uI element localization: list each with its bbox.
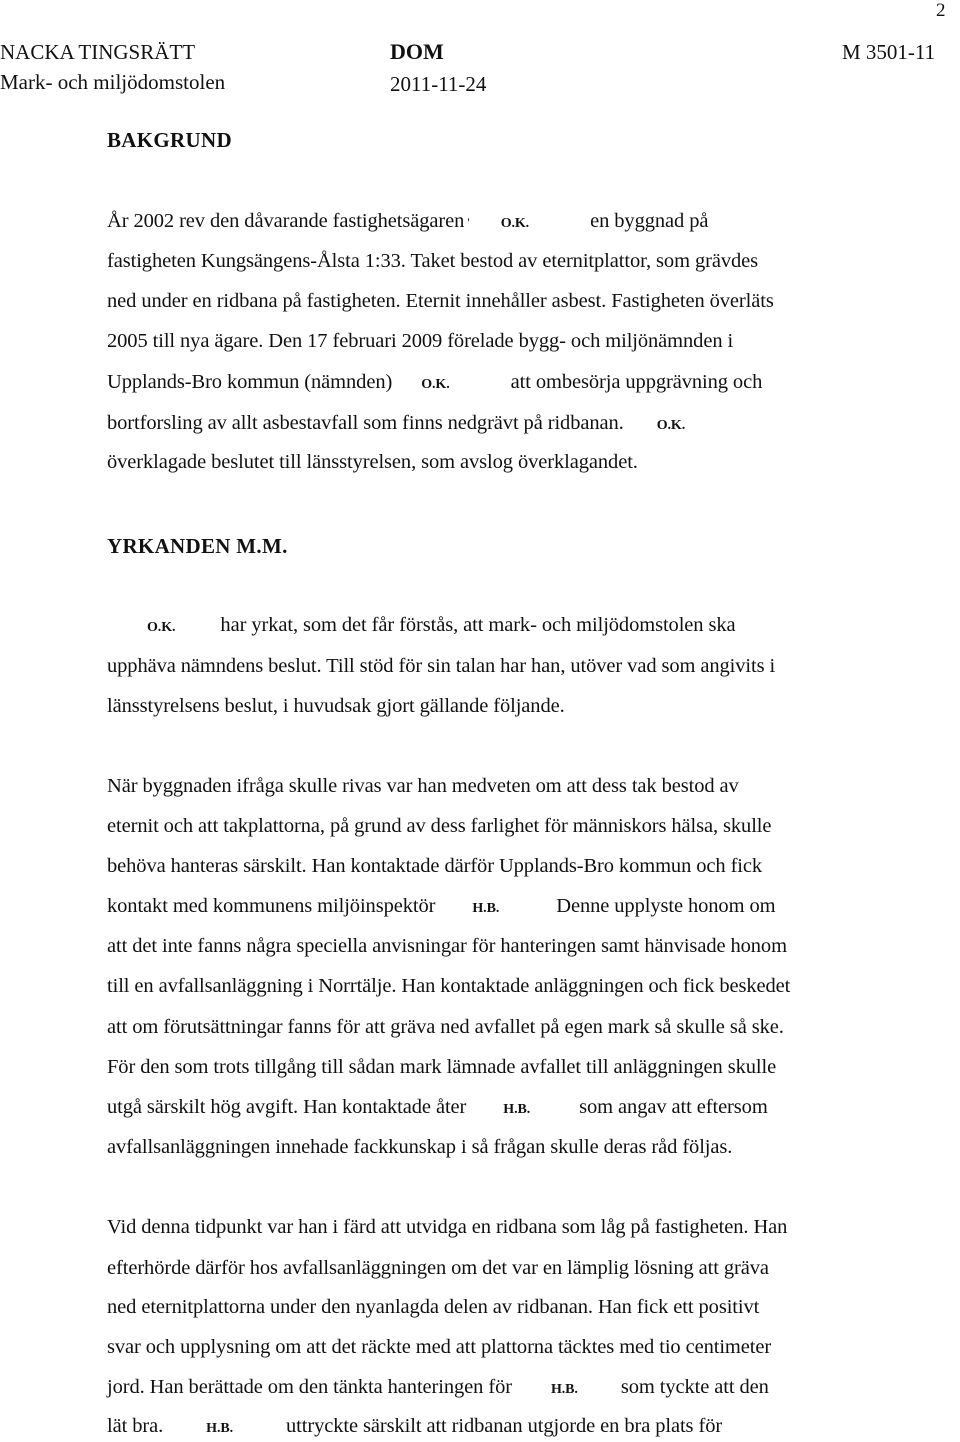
redaction-label: O.K.: [147, 620, 176, 635]
text-segment: en byggnad på: [590, 210, 709, 232]
document-type: DOM: [390, 39, 444, 64]
redaction-mark: ': [464, 215, 470, 230]
text-line: till en avfallsanläggning i Norrtälje. Han kontaktade anläggningen och fick beskedet: [107, 975, 791, 997]
text-line: [107, 371, 762, 394]
text-line: överklagade beslutet till länsstyrelsen, som avslog överklagandet.: [107, 451, 638, 473]
redaction-label: O.K.: [421, 377, 450, 392]
text-line: För den som trots tillgång till sådan mark lämnade avfallet till anläggningen skulle: [107, 1056, 777, 1078]
text-line: När byggnaden ifråga skulle rivas var han medveten om att dess tak bestod av: [107, 775, 739, 797]
case-number: M 3501-11: [842, 40, 936, 64]
text-segment: År 2002 rev den dåvarande fastighetsägaren: [107, 210, 465, 232]
text-line: avfallsanläggningen innehade fackkunskap i så frågan skulle deras råd följas.: [107, 1136, 733, 1158]
text-segment: uttryckte särskilt att ridbanan utgjorde en bra plats för: [286, 1415, 723, 1437]
text-segment: att ombesörja uppgrävning och: [510, 371, 763, 393]
court-department: Mark- och miljödomstolen: [0, 70, 226, 94]
text-line: svar och upplysning om att det räckte med att plattorna täcktes med tio centimeter: [107, 1336, 772, 1358]
court-name: NACKA TINGSRÄTT: [0, 40, 196, 64]
section-heading-bakgrund: BAKGRUND: [107, 128, 232, 152]
redaction-label: H.B.: [550, 1382, 578, 1397]
document-date: 2011-11-24: [390, 72, 487, 96]
text-line: Vid denna tidpunkt var han i färd att utvidga en ridbana som låg på fastigheten. Han: [107, 1216, 788, 1238]
text-line: [107, 210, 708, 233]
text-line: att om förutsättningar fanns för att gräva ned avfallet på egen mark så skulle så ske.: [107, 1016, 784, 1038]
text-line: eternit och att takplattorna, på grund av dess farlighet för människors hälsa, skulle: [107, 815, 772, 837]
text-segment: som angav att eftersom: [579, 1096, 768, 1118]
text-line: [107, 895, 775, 918]
text-segment: lät bra.: [107, 1415, 164, 1437]
text-segment: har yrkat, som det får förstås, att mark- och miljödomstolen ska: [220, 614, 736, 636]
text-line: 2005 till nya ägare. Den 17 februari 2009 förelade bygg- och miljönämnden i: [107, 330, 734, 352]
text-line: ned under en ridbana på fastigheten. Eternit innehåller asbest. Fastigheten överläts: [107, 290, 774, 312]
text-line: ned eternitplattorna under den nyanlagda delen av ridbanan. Han fick ett positivt: [107, 1296, 760, 1318]
text-line: länsstyrelsens beslut, i huvudsak gjort gällande följande.: [107, 695, 565, 717]
text-line: [107, 1376, 769, 1399]
text-line: [107, 1415, 722, 1438]
text-line: behöva hanteras särskilt. Han kontaktade därför Upplands-Bro kommun och fick: [107, 855, 763, 877]
text-line: efterhörde därför hos avfallsanläggningen om det var en lämplig lösning att gräva: [107, 1257, 769, 1279]
text-segment: jord. Han berättade om den tänkta hanteringen för: [107, 1376, 512, 1398]
text-segment: Denne upplyste honom om: [556, 895, 776, 917]
text-line: [117, 614, 736, 637]
redaction-label: H.B.: [206, 1421, 233, 1436]
text-line: att det inte fanns några speciella anvisningar för hanteringen samt hänvisade honom: [107, 935, 787, 957]
text-line: upphäva nämndens beslut. Till stöd för sin talan har han, utöver vad som angivits i: [107, 655, 776, 677]
section-heading-yrkanden: YRKANDEN M.M.: [107, 534, 288, 558]
text-segment: som tyckte att den: [620, 1376, 769, 1398]
text-line: fastigheten Kungsängens-Ålsta 1:33. Taket bestod av eternitplattor, som grävdes: [107, 250, 759, 272]
redaction-label: H.B.: [472, 901, 500, 916]
redaction-label: H.B.: [503, 1102, 531, 1117]
text-segment: bortforsling av allt asbestavfall som finns nedgrävt på ridbanan.: [107, 412, 624, 434]
page-number: 2: [936, 0, 946, 21]
text-line: [107, 412, 685, 435]
redaction-label: O.K.: [500, 216, 530, 231]
text-segment: Upplands-Bro kommun (nämnden): [107, 371, 393, 393]
redaction-label: O.K.: [656, 418, 686, 433]
text-line: [107, 1096, 768, 1119]
text-segment: utgå särskilt hög avgift. Han kontaktade åter: [107, 1096, 467, 1118]
text-segment: kontakt med kommunens miljöinspektör: [107, 895, 436, 917]
